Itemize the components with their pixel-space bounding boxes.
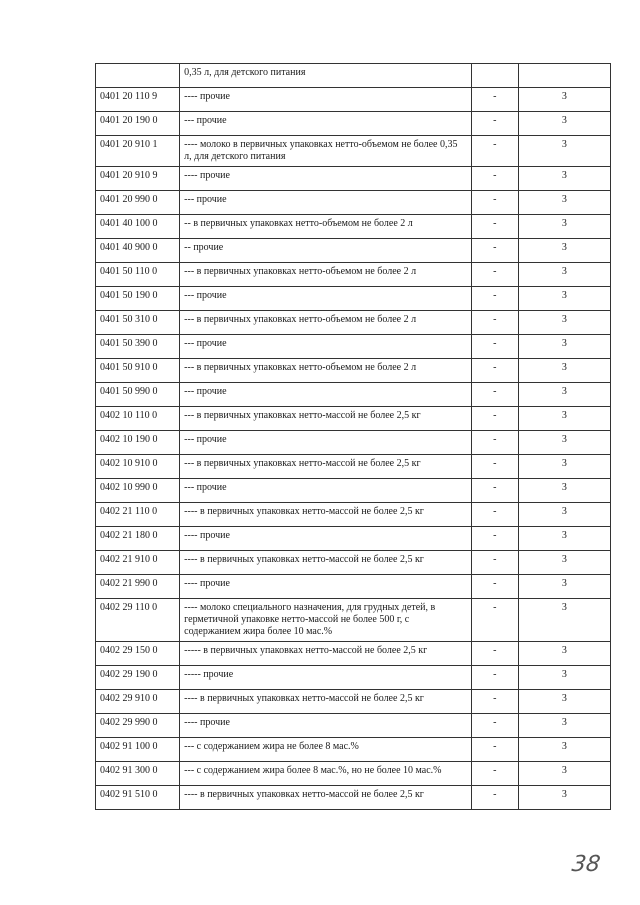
description-cell: ---- прочие [180, 88, 472, 112]
table-row [96, 64, 611, 88]
duty-rate-cell: 3 [518, 762, 610, 786]
description-cell: --- с содержанием жира более 8 мас.%, но не более 10 мас.% [180, 762, 472, 786]
table-row [96, 666, 611, 690]
code-cell: 0402 10 190 0 [96, 431, 180, 455]
description-cell: ---- прочие [180, 527, 472, 551]
page-number: 38 [570, 852, 602, 877]
description-cell: ---- молоко специального назначения, для грудных детей, в герметичной упаковке нетто-массой не более 500 г, с содержанием жира более 10 мас.% [180, 599, 472, 642]
duty-unit-cell: - [471, 167, 518, 191]
table-row [96, 136, 611, 167]
duty-rate-cell: 3 [518, 335, 610, 359]
duty-rate-cell: 3 [518, 738, 610, 762]
duty-rate-cell: 3 [518, 287, 610, 311]
description-cell: --- в первичных упаковках нетто-объемом не более 2 л [180, 359, 472, 383]
code-cell: 0401 20 110 9 [96, 88, 180, 112]
duty-unit-cell: - [471, 455, 518, 479]
duty-unit-cell: - [471, 690, 518, 714]
table-row [96, 88, 611, 112]
code-cell: 0402 21 180 0 [96, 527, 180, 551]
duty-rate-cell: 3 [518, 88, 610, 112]
description-cell: --- прочие [180, 431, 472, 455]
duty-rate-cell: 3 [518, 407, 610, 431]
duty-unit-cell: - [471, 335, 518, 359]
duty-rate-cell: 3 [518, 383, 610, 407]
table-row [96, 455, 611, 479]
code-cell: 0402 21 110 0 [96, 503, 180, 527]
duty-rate-cell: 3 [518, 690, 610, 714]
description-cell: ----- в первичных упаковках нетто-массой не более 2,5 кг [180, 642, 472, 666]
code-cell: 0402 10 910 0 [96, 455, 180, 479]
duty-unit-cell: - [471, 191, 518, 215]
code-cell: 0401 20 190 0 [96, 112, 180, 136]
table-row [96, 215, 611, 239]
description-cell: --- прочие [180, 287, 472, 311]
duty-rate-cell: 3 [518, 167, 610, 191]
description-cell: --- прочие [180, 112, 472, 136]
description-cell: ---- в первичных упаковках нетто-массой не более 2,5 кг [180, 786, 472, 810]
code-cell: 0402 91 510 0 [96, 786, 180, 810]
duty-unit-cell: - [471, 136, 518, 167]
table-row [96, 479, 611, 503]
code-cell: 0402 29 150 0 [96, 642, 180, 666]
description-cell: ---- молоко в первичных упаковках нетто-объемом не более 0,35 л, для детского питания [180, 136, 472, 167]
description-cell: --- в первичных упаковках нетто-массой не более 2,5 кг [180, 455, 472, 479]
duty-rate-cell: 3 [518, 215, 610, 239]
description-cell: ---- прочие [180, 575, 472, 599]
table-row [96, 287, 611, 311]
duty-unit-cell: - [471, 407, 518, 431]
code-cell: 0401 40 100 0 [96, 215, 180, 239]
table-row [96, 599, 611, 642]
code-cell: 0401 20 910 9 [96, 167, 180, 191]
table-row [96, 383, 611, 407]
table-row [96, 112, 611, 136]
duty-rate-cell: 3 [518, 575, 610, 599]
code-cell: 0402 29 910 0 [96, 690, 180, 714]
table-row [96, 714, 611, 738]
duty-rate-cell: 3 [518, 263, 610, 287]
duty-unit-cell: - [471, 786, 518, 810]
table-row [96, 503, 611, 527]
duty-unit-cell: - [471, 527, 518, 551]
description-cell: --- с содержанием жира не более 8 мас.% [180, 738, 472, 762]
table-row [96, 575, 611, 599]
code-cell: 0402 21 910 0 [96, 551, 180, 575]
duty-unit-cell: - [471, 714, 518, 738]
duty-rate-cell: 3 [518, 455, 610, 479]
description-cell: --- в первичных упаковках нетто-объемом не более 2 л [180, 311, 472, 335]
code-cell: 0401 50 310 0 [96, 311, 180, 335]
description-cell: -- прочие [180, 239, 472, 263]
duty-rate-cell: 3 [518, 239, 610, 263]
duty-unit-cell: - [471, 738, 518, 762]
table-row [96, 551, 611, 575]
tariff-table-body [96, 64, 611, 810]
code-cell [96, 64, 180, 88]
description-cell: ----- прочие [180, 666, 472, 690]
duty-unit-cell: - [471, 215, 518, 239]
duty-unit-cell: - [471, 479, 518, 503]
code-cell: 0402 29 990 0 [96, 714, 180, 738]
table-row [96, 335, 611, 359]
table-row [96, 311, 611, 335]
duty-rate-cell: 3 [518, 136, 610, 167]
duty-unit-cell: - [471, 503, 518, 527]
description-cell: --- прочие [180, 335, 472, 359]
table-row [96, 407, 611, 431]
description-cell: --- в первичных упаковках нетто-объемом не более 2 л [180, 263, 472, 287]
code-cell: 0402 21 990 0 [96, 575, 180, 599]
description-cell: --- в первичных упаковках нетто-массой не более 2,5 кг [180, 407, 472, 431]
description-cell: --- прочие [180, 191, 472, 215]
table-row [96, 786, 611, 810]
description-cell: --- прочие [180, 479, 472, 503]
table-row [96, 167, 611, 191]
table-row [96, 527, 611, 551]
tariff-table [95, 63, 611, 810]
duty-rate-cell: 3 [518, 527, 610, 551]
duty-rate-cell: 3 [518, 714, 610, 738]
description-cell: 0,35 л, для детского питания [180, 64, 472, 88]
code-cell: 0402 91 100 0 [96, 738, 180, 762]
code-cell: 0401 50 910 0 [96, 359, 180, 383]
duty-unit-cell: - [471, 112, 518, 136]
description-cell: --- прочие [180, 383, 472, 407]
code-cell: 0402 10 990 0 [96, 479, 180, 503]
code-cell: 0401 20 990 0 [96, 191, 180, 215]
duty-rate-cell [518, 64, 610, 88]
duty-unit-cell: - [471, 642, 518, 666]
description-cell: -- в первичных упаковках нетто-объемом не более 2 л [180, 215, 472, 239]
duty-unit-cell: - [471, 239, 518, 263]
duty-rate-cell: 3 [518, 479, 610, 503]
duty-rate-cell: 3 [518, 191, 610, 215]
duty-rate-cell: 3 [518, 311, 610, 335]
code-cell: 0402 91 300 0 [96, 762, 180, 786]
duty-rate-cell: 3 [518, 551, 610, 575]
table-row [96, 690, 611, 714]
code-cell: 0402 29 110 0 [96, 599, 180, 642]
duty-unit-cell: - [471, 551, 518, 575]
code-cell: 0401 20 910 1 [96, 136, 180, 167]
duty-unit-cell: - [471, 287, 518, 311]
duty-unit-cell: - [471, 88, 518, 112]
duty-rate-cell: 3 [518, 666, 610, 690]
duty-rate-cell: 3 [518, 431, 610, 455]
duty-unit-cell: - [471, 431, 518, 455]
duty-unit-cell: - [471, 311, 518, 335]
description-cell: ---- в первичных упаковках нетто-массой не более 2,5 кг [180, 551, 472, 575]
table-row [96, 191, 611, 215]
code-cell: 0401 40 900 0 [96, 239, 180, 263]
code-cell: 0401 50 990 0 [96, 383, 180, 407]
duty-unit-cell: - [471, 359, 518, 383]
table-row [96, 263, 611, 287]
table-row [96, 762, 611, 786]
duty-unit-cell: - [471, 599, 518, 642]
duty-rate-cell: 3 [518, 599, 610, 642]
code-cell: 0402 10 110 0 [96, 407, 180, 431]
code-cell: 0401 50 190 0 [96, 287, 180, 311]
table-row [96, 431, 611, 455]
description-cell: ---- в первичных упаковках нетто-массой не более 2,5 кг [180, 503, 472, 527]
duty-unit-cell: - [471, 263, 518, 287]
code-cell: 0402 29 190 0 [96, 666, 180, 690]
duty-unit-cell [471, 64, 518, 88]
duty-rate-cell: 3 [518, 112, 610, 136]
duty-unit-cell: - [471, 762, 518, 786]
duty-rate-cell: 3 [518, 503, 610, 527]
description-cell: ---- в первичных упаковках нетто-массой не более 2,5 кг [180, 690, 472, 714]
duty-rate-cell: 3 [518, 786, 610, 810]
table-row [96, 239, 611, 263]
code-cell: 0401 50 110 0 [96, 263, 180, 287]
duty-unit-cell: - [471, 575, 518, 599]
table-row [96, 359, 611, 383]
duty-rate-cell: 3 [518, 642, 610, 666]
duty-rate-cell: 3 [518, 359, 610, 383]
code-cell: 0401 50 390 0 [96, 335, 180, 359]
duty-unit-cell: - [471, 383, 518, 407]
description-cell: ---- прочие [180, 714, 472, 738]
table-row [96, 642, 611, 666]
table-row [96, 738, 611, 762]
description-cell: ---- прочие [180, 167, 472, 191]
duty-unit-cell: - [471, 666, 518, 690]
